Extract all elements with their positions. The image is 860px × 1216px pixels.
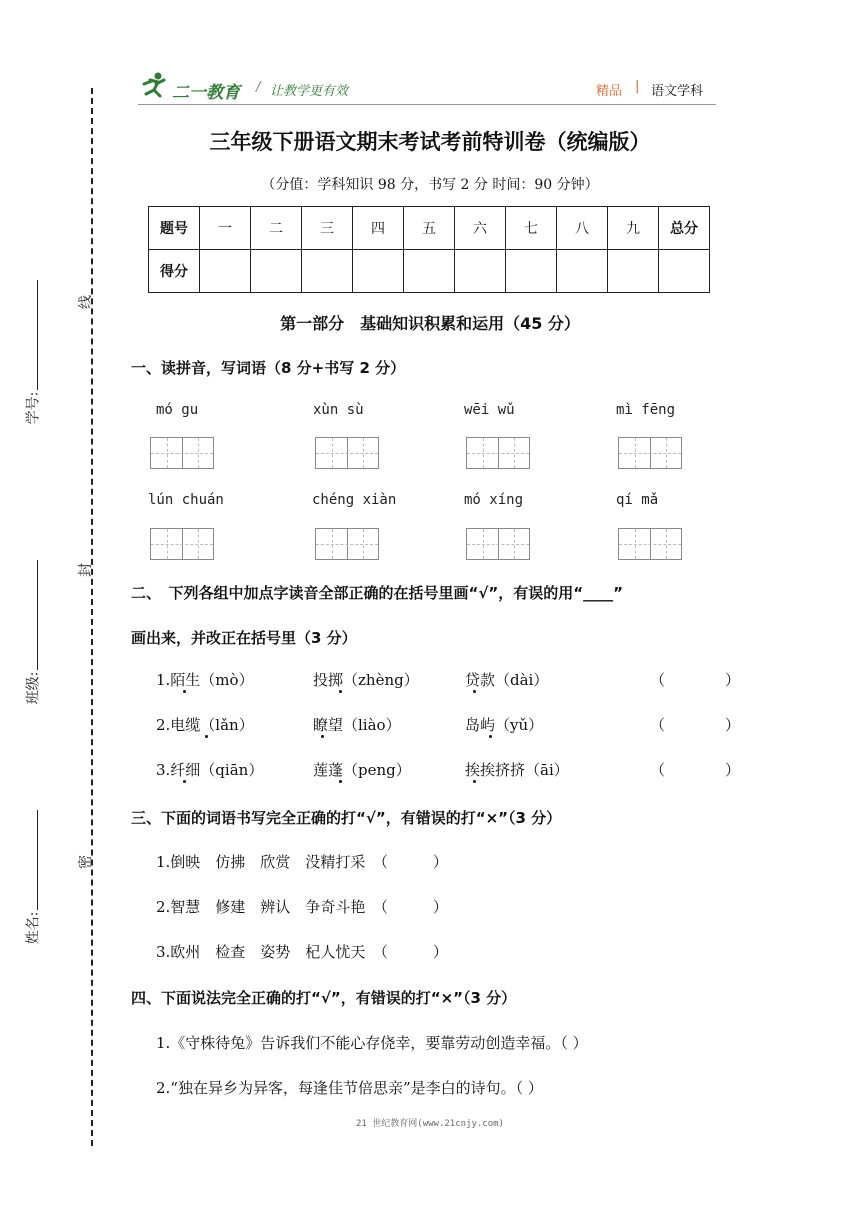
score-cell[interactable] — [608, 250, 659, 293]
score-header-cell: 八 — [557, 207, 608, 250]
q3-item: 3.欧州 检查 姿势 杞人忧天 （ ） — [156, 943, 448, 961]
writing-grid[interactable] — [466, 528, 530, 560]
q2-answer-bracket[interactable]: （ ） — [650, 716, 741, 734]
score-table — [148, 206, 710, 293]
score-header-cell: 三 — [302, 207, 353, 250]
q2-answer-bracket[interactable]: （ ） — [650, 671, 741, 689]
score-cell[interactable] — [200, 250, 251, 293]
emphasis-dot — [339, 690, 342, 693]
q4-item: 2.“独在异乡为异客，每逢佳节倍思亲”是李白的诗句。（ ） — [156, 1079, 543, 1097]
binding-dashed-line — [91, 88, 93, 1146]
writing-grid[interactable] — [315, 528, 379, 560]
pinyin-label: lún chuán — [148, 492, 224, 508]
header-separator: | — [635, 79, 640, 94]
q2-item: 2.电缆（lǎn） — [156, 716, 254, 734]
writing-grid[interactable] — [150, 528, 214, 560]
q3-title: 三、下面的词语书写完全正确的打“√”，有错误的打“×”（3 分） — [131, 809, 562, 827]
student-id-label: 学号: — [25, 391, 42, 425]
q2-item: 3.纤细（qiān） — [156, 761, 264, 779]
pinyin-label: mì fēng — [616, 402, 676, 418]
emphasis-dot — [473, 780, 476, 783]
q3-item: 1.倒映 仿拂 欣赏 没精打采 （ ） — [156, 853, 448, 871]
student-id-blank[interactable] — [37, 280, 38, 390]
q4-title: 四、下面说法完全正确的打“√”，有错误的打“×”（3 分） — [131, 989, 517, 1007]
score-cell[interactable] — [557, 250, 608, 293]
q2-item: 莲蓬（peng） — [313, 761, 411, 779]
q1-title: 一、读拼音，写词语（8 分+书写 2 分） — [131, 359, 406, 377]
writing-grid[interactable] — [618, 528, 682, 560]
binding-char-mi: 密 — [78, 855, 94, 869]
runner-logo-icon — [138, 70, 168, 100]
score-cell[interactable] — [659, 250, 710, 293]
header-divider: / — [256, 80, 261, 95]
q2-item: 1.陌生（mò） — [156, 671, 254, 689]
score-header-cell: 六 — [455, 207, 506, 250]
page-footer: 21 世纪教育网(www.21cnjy.com) — [356, 1119, 504, 1129]
emphasis-dot — [339, 780, 342, 783]
score-header-cell: 题号 — [149, 207, 200, 250]
pinyin-label: xùn sù — [313, 402, 364, 418]
q3-item: 2.智慧 修建 辨认 争奇斗艳 （ ） — [156, 898, 448, 916]
header-rule — [138, 104, 716, 105]
name-blank[interactable] — [37, 810, 38, 910]
header-subject: 语文学科 — [651, 84, 704, 99]
emphasis-dot — [489, 735, 492, 738]
writing-grid[interactable] — [618, 437, 682, 469]
exam-title: 三年级下册语文期末考试考前特训卷（统编版） — [209, 130, 651, 154]
header-slogan: 让教学更有效 — [270, 84, 349, 99]
pinyin-label: chéng xiàn — [312, 492, 397, 508]
emphasis-dot — [321, 735, 324, 738]
pinyin-label: qí mǎ — [616, 492, 659, 508]
name-label: 姓名: — [25, 911, 42, 945]
logo-text: 二一教育 — [172, 83, 240, 103]
score-cell[interactable] — [404, 250, 455, 293]
emphasis-dot — [205, 735, 208, 738]
q2-title-line1: 二、 下列各组中加点字读音全部正确的在括号里画“√”，有误的用“____” — [131, 584, 623, 602]
binding-char-xian: 线 — [78, 295, 94, 309]
score-header-cell: 一 — [200, 207, 251, 250]
q2-item: 投掷（zhèng） — [313, 671, 419, 689]
score-header-cell: 七 — [506, 207, 557, 250]
score-table-score-row — [149, 250, 710, 293]
exam-subtitle: （分值：学科知识 98 分，书写 2 分 时间：90 分钟） — [261, 177, 599, 193]
score-header-cell: 总分 — [659, 207, 710, 250]
score-header-cell: 二 — [251, 207, 302, 250]
score-table-header-row — [149, 207, 710, 250]
writing-grid[interactable] — [466, 437, 530, 469]
pinyin-label: mó xíng — [464, 492, 524, 508]
score-cell[interactable] — [506, 250, 557, 293]
pinyin-label: wēi wǔ — [464, 402, 515, 418]
score-cell[interactable] — [353, 250, 404, 293]
part-one-heading: 第一部分 基础知识积累和运用（45 分） — [280, 314, 580, 333]
q2-item: 瞭望（liào） — [313, 716, 401, 734]
emphasis-dot — [183, 690, 186, 693]
header-tag-premium: 精品 — [596, 84, 623, 99]
score-header-cell: 九 — [608, 207, 659, 250]
pinyin-label: mó gu — [156, 402, 199, 418]
score-cell[interactable] — [302, 250, 353, 293]
score-cell[interactable] — [251, 250, 302, 293]
q2-item: 贷款（dài） — [465, 671, 549, 689]
q4-item: 1.《守株待兔》告诉我们不能心存侥幸，要靠劳动创造幸福。（ ） — [156, 1034, 588, 1052]
score-cell[interactable] — [455, 250, 506, 293]
score-row-label: 得分 — [149, 250, 200, 293]
class-blank[interactable] — [37, 560, 38, 670]
q2-answer-bracket[interactable]: （ ） — [650, 761, 741, 779]
writing-grid[interactable] — [150, 437, 214, 469]
score-header-cell: 五 — [404, 207, 455, 250]
q2-item: 岛屿（yǔ） — [465, 716, 544, 734]
binding-char-feng: 封 — [78, 563, 94, 577]
q2-title-line2: 画出来，并改正在括号里（3 分） — [131, 629, 357, 647]
emphasis-dot — [473, 690, 476, 693]
q2-item: 挨挨挤挤（āi） — [465, 761, 569, 779]
writing-grid[interactable] — [315, 437, 379, 469]
emphasis-dot — [183, 780, 186, 783]
score-header-cell: 四 — [353, 207, 404, 250]
class-label: 班级: — [25, 671, 42, 705]
